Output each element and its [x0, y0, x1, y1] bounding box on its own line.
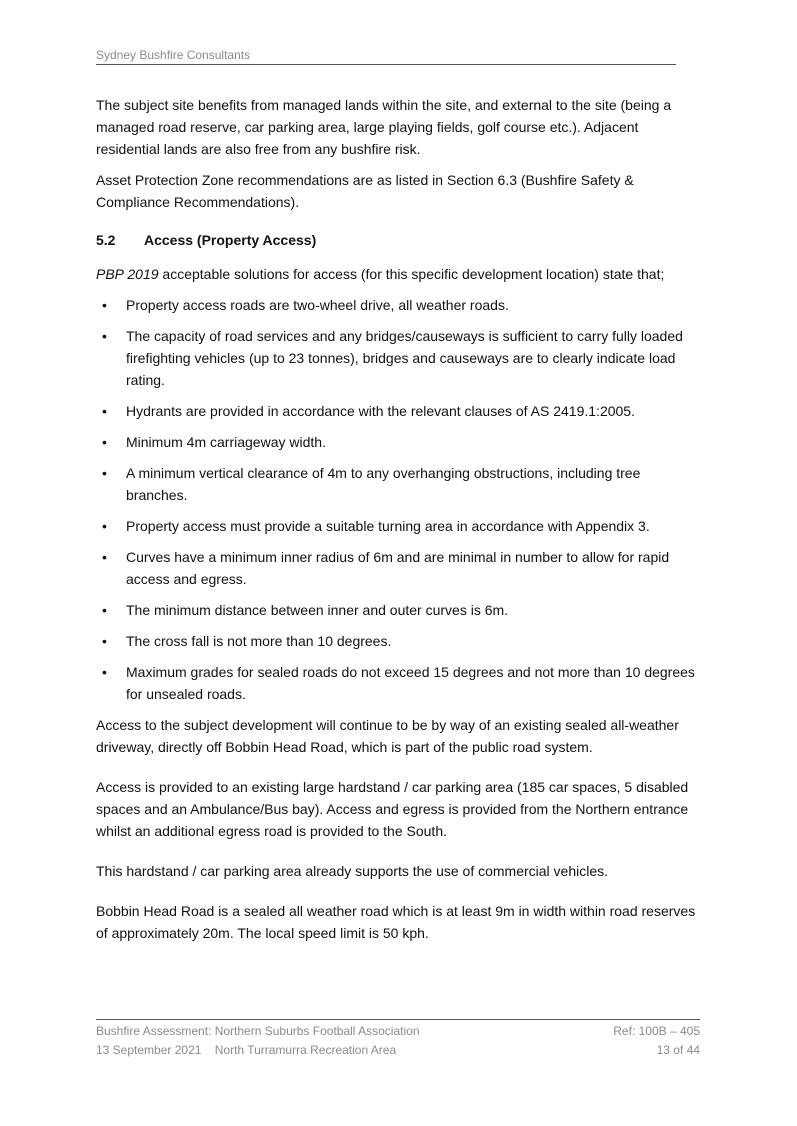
list-item-text: Maximum grades for sealed roads do not exceed 15 degrees and not more than 10 degrees for unsealed roads.	[126, 664, 695, 702]
list-item-text: Hydrants are provided in accordance with the relevant clauses of AS 2419.1:2005.	[126, 403, 635, 419]
footer-reference: Ref: 100B – 405	[613, 1024, 700, 1038]
bullet-icon: •	[102, 664, 107, 680]
list-item	[96, 661, 702, 705]
access-requirements-list	[96, 294, 702, 705]
list-item	[96, 325, 702, 391]
bullet-icon: •	[102, 297, 107, 313]
list-item	[96, 630, 702, 652]
paragraph-access-driveway: Access to the subject development will continue to be by way of an existing sealed all-weather driveway, directly off Bobbin Head Road, which is part of the public road system.	[96, 717, 679, 755]
paragraph-hardstand: Access is provided to an existing large hardstand / car parking area (185 car spaces, 5 disabled spaces and an Ambulance/Bus bay). Access and egress is provided from the Northern entrance whilst an additional egress road is provided to the South.	[96, 779, 689, 839]
footer-row-1	[96, 1024, 700, 1038]
paragraph-apz: Asset Protection Zone recommendations are as listed in Section 6.3 (Bushfire Safety & Compliance Recommendations).	[96, 172, 634, 210]
list-item	[96, 599, 702, 621]
bullet-icon: •	[102, 328, 107, 344]
bullet-icon: •	[102, 403, 107, 419]
bullet-icon: •	[102, 518, 107, 534]
intro-italic: PBP 2019	[96, 266, 159, 282]
page-header-company: Sydney Bushfire Consultants	[96, 48, 251, 62]
footer-page-number: 13 of 44	[656, 1043, 700, 1057]
header-divider	[96, 64, 676, 65]
list-item	[96, 431, 702, 453]
list-item	[96, 400, 702, 422]
list-item-text: A minimum vertical clearance of 4m to any overhanging obstructions, including tree branches.	[126, 465, 641, 503]
list-item	[96, 546, 702, 590]
paragraph-bobbin-head-road: Bobbin Head Road is a sealed all weather road which is at least 9m in width within road reserves of approximately 20m. The local speed limit is 50 kph.	[96, 903, 696, 941]
bullet-icon: •	[102, 434, 107, 450]
bullet-icon: •	[102, 633, 107, 649]
footer-row-2	[96, 1043, 700, 1057]
footer-divider	[96, 1019, 700, 1020]
list-item-text: Property access roads are two-wheel drive, all weather roads.	[126, 297, 509, 313]
list-item	[96, 462, 702, 506]
list-item-text: The minimum distance between inner and outer curves is 6m.	[126, 602, 509, 618]
paragraph-commercial-vehicles: This hardstand / car parking area already supports the use of commercial vehicles.	[96, 863, 609, 879]
bullet-icon: •	[102, 549, 107, 565]
list-item	[96, 294, 702, 316]
list-item-text: Curves have a minimum inner radius of 6m and are minimal in number to allow for rapid access and egress.	[126, 549, 670, 587]
paragraph-intro	[96, 263, 702, 285]
intro-rest: acceptable solutions for access (for this specific development location) state that;	[158, 266, 665, 282]
section-heading	[96, 229, 702, 251]
paragraph-managed-lands: The subject site benefits from managed lands within the site, and external to the site (being a managed road reserve, car parking area, large playing fields, golf course etc.). Adjacent residential lands are also free from any bushfire risk.	[96, 97, 672, 157]
section-title: Access (Property Access)	[144, 232, 317, 248]
section-number: 5.2	[96, 232, 116, 248]
list-item-text: The capacity of road services and any bridges/causeways is sufficient to carry fully loaded firefighting vehicles (up to 23 tonnes), bridges and causeways are to clearly indicate load rating.	[126, 328, 683, 388]
footer-document-title: Bushfire Assessment: Northern Suburbs Football Association	[96, 1024, 420, 1038]
list-item-text: Minimum 4m carriageway width.	[126, 434, 326, 450]
bullet-icon: •	[102, 602, 107, 618]
list-item-text: Property access must provide a suitable turning area in accordance with Appendix 3.	[126, 518, 650, 534]
list-item-text: The cross fall is not more than 10 degrees.	[126, 633, 392, 649]
bullet-icon: •	[102, 465, 107, 481]
document-body	[96, 94, 702, 953]
footer-date-location: 13 September 2021 North Turramurra Recreation Area	[96, 1043, 397, 1057]
list-item	[96, 515, 702, 537]
